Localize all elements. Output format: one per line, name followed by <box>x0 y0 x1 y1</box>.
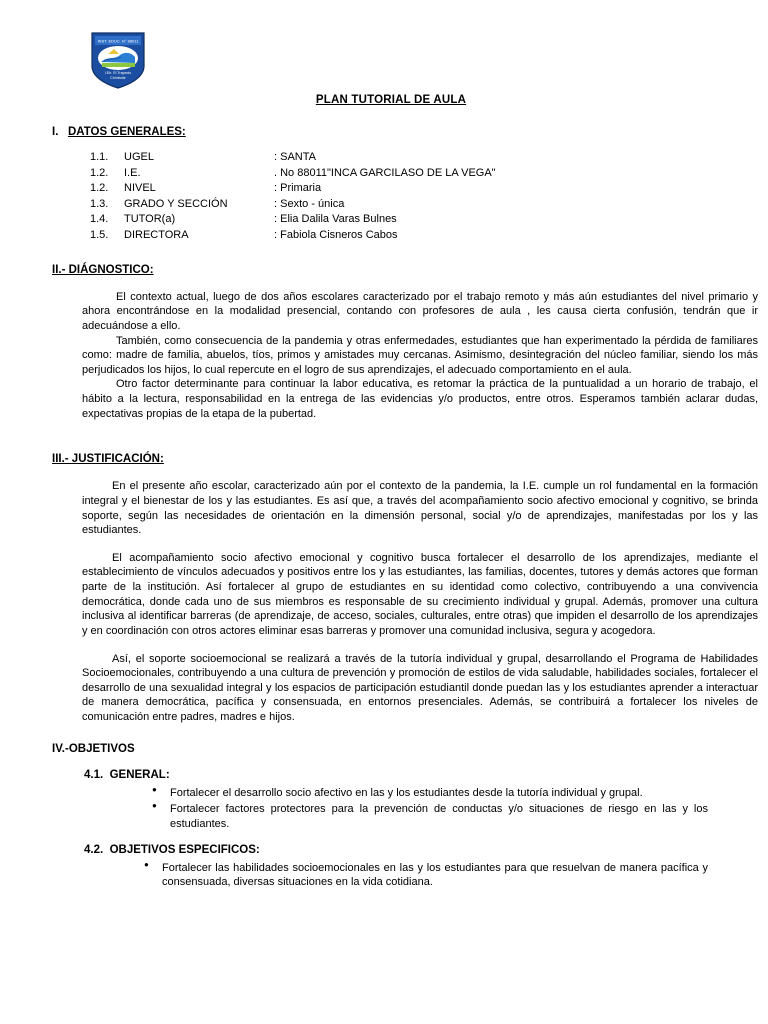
item-number: 1.5. <box>90 229 109 242</box>
objetivos-especificos-list <box>52 861 730 890</box>
list-item <box>90 181 730 197</box>
item-number: 1.3. <box>90 197 109 210</box>
paragraph: Otro factor determinante para continuar la labor educativa, es retomar la práctica de la puntualidad a un horario de trabajo, el hábito a la lectura, responsabilidad en la entrega de las evidencias y/o productos, entre otros. Esperamos también aclarar dudas, expectativas propias de la etapa de la pubertad. <box>82 378 758 420</box>
section-heading-diagnostico <box>52 264 730 276</box>
section-title: III.- JUSTIFICACIÓN: <box>52 453 164 466</box>
section-heading-objetivos <box>52 743 730 755</box>
list-item <box>90 212 730 228</box>
list-item: ● Fortalecer factores protectores para la prevención de conductas y/o situaciones de riesgo en las y los estudiantes. <box>170 802 730 831</box>
svg-text:INST. EDUC. N° 88011: INST. EDUC. N° 88011 <box>97 38 139 44</box>
item-value: : Sexto - única <box>274 197 345 210</box>
item-label: TUTOR(a) <box>124 213 176 226</box>
section-heading-justificacion <box>52 453 730 465</box>
subsection-number: 4.1. <box>84 768 104 781</box>
section-title: IV.-OBJETIVOS <box>52 742 135 755</box>
subsection-label: OBJETIVOS ESPECIFICOS <box>109 843 256 856</box>
section-heading-datos-generales <box>52 126 730 138</box>
colon: : <box>165 768 170 781</box>
item-number: 1.2. <box>90 182 109 195</box>
svg-text:Chimbote: Chimbote <box>110 76 126 80</box>
objetivo-general-heading <box>84 769 730 781</box>
item-value: : SANTA <box>274 151 316 163</box>
list-item: ● Fortalecer las habilidades socioemocionales en las y los estudiantes para que resuelvan de manera pacífica y consensuada, diversas situaciones en la vida cotidiana. <box>162 861 730 890</box>
item-label: I.E. <box>124 166 141 179</box>
diagnostico-body <box>82 290 758 422</box>
subsection-label: GENERAL <box>109 768 166 781</box>
colon: : <box>255 843 260 856</box>
item-value: . No 88011"INCA GARCILASO DE LA VEGA" <box>274 166 496 179</box>
datos-generales-list <box>90 150 730 244</box>
list-item <box>90 150 730 166</box>
svg-text:I.Eb. El Trapecio: I.Eb. El Trapecio <box>104 71 132 75</box>
objetivos-especificos-heading <box>84 844 730 856</box>
item-number: 1.4. <box>90 213 109 226</box>
paragraph: En el presente año escolar, caracterizado aún por el contexto de la pandemia, la I.E. cumple un rol fundamental en la formación integral y el bienestar de los y las estudiantes. Es así que, a través del acompañamiento socio afectivo emocional y cognitivo, se brinda soporte, según las necesidades de orientación en la dimensión personal, social y/o de aprendizajes, manifestadas por los y las estudiantes. <box>82 480 758 537</box>
section-number: I. <box>52 126 59 138</box>
paragraph: Así, el soporte socioemocional se realizará a través de la tutoría individual y grupal, desarrollando el Programa de Habilidades Socioemocionales, contribuyendo a una cultura de prevención y promoción de estilos de vida saludable, habilidades sociales, fortalecer el desarrollo de una sexualidad integral y los espacios de participación estudiantil donde puedan las y los estudiantes aprender a interactuar de manera democrática, pacífica y consensuada, en entornos presenciales. Además, se contribuirá a fortalecer los niveles de comunicación entre padres, madres e hijos. <box>82 652 758 724</box>
paragraph: El contexto actual, luego de dos años escolares caracterizado por el trabajo remoto y más aún estudiantes del nivel primario y ahora encontrándose en la modalidad presencial, contando con profesores de aula , les causa cierta confusión, tendrán que ir adecuándose a ello. <box>82 290 758 332</box>
subsection-number: 4.2. <box>84 843 104 856</box>
list-item: ● Fortalecer el desarrollo socio afectivo en las y los estudiantes desde la tutoría individual y grupal. <box>170 786 730 801</box>
item-number: 1.2. <box>90 166 109 179</box>
justificacion-body <box>82 479 758 724</box>
school-logo <box>88 30 154 92</box>
item-label: DIRECTORA <box>124 229 189 242</box>
list-item <box>90 197 730 213</box>
section-title: II.- DIÁGNOSTICO: <box>52 263 154 276</box>
item-value: : Elia Dalila Varas Bulnes <box>274 213 397 226</box>
page-title: PLAN TUTORIAL DE AULA <box>315 94 467 106</box>
objetivo-general-list <box>52 786 730 832</box>
item-number: 1.1. <box>90 151 109 163</box>
list-item <box>90 166 730 182</box>
item-value: : Fabiola Cisneros Cabos <box>274 229 398 242</box>
shield-icon <box>88 30 148 90</box>
item-label: UGEL <box>124 151 154 163</box>
list-item <box>90 228 730 244</box>
paragraph: También, como consecuencia de la pandemia y otras enfermedades, estudiantes que han experimentado la pérdida de familiares como: madre de familia, abuelos, tíos, primos y amistades muy cercanas. Asimismo, desintegración del núcleo familiar, siendo los más perjudicados los hijos, lo cual repercute en el logro de sus aprendizajes, el adecuado comportamiento en el aula. <box>82 334 758 376</box>
item-label: NIVEL <box>124 182 156 195</box>
item-value: : Primaria <box>274 182 322 195</box>
item-label: GRADO Y SECCIÓN <box>124 197 228 210</box>
paragraph: El acompañamiento socio afectivo emocional y cognitivo busca fortalecer el desarrollo de los aprendizajes, mediante el establecimiento de vínculos adecuados y positivos entre los y las estudiantes, las familias, docentes, tutores y demás actores que forman parte de la institución. Así fortalecer al grupo de estudiantes en su identidad como colectivo, contribuyendo a una convivencia democrática, donde cada uno de sus miembros es responsable de su crecimiento individual y grupal. Además, promover una cultura inclusiva al identificar barreras (de aprendizaje, de acceso, sociales, culturales, entre otras) que impiden el desarrollo de los aprendizajes y en coordinación con otros actores eliminar esas barreras y promover una comunidad inclusiva, segura y acogedora. <box>82 551 758 637</box>
section-title: DATOS GENERALES: <box>67 126 186 138</box>
